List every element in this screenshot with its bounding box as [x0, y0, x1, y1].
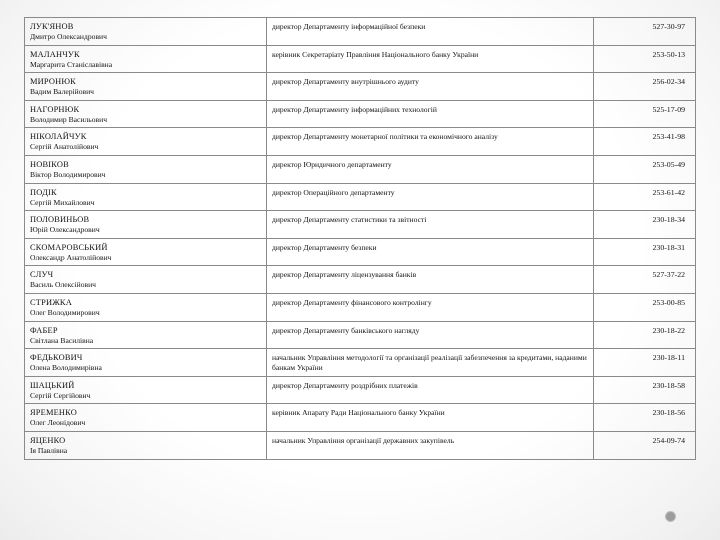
given-name: Маргарита Станіславівна — [30, 59, 113, 69]
surname: ЯЦЕНКО — [30, 435, 66, 445]
position-cell — [267, 376, 594, 404]
position-cell — [267, 183, 594, 211]
position-cell — [267, 238, 594, 266]
surname: МИРОНЮК — [30, 77, 76, 87]
position-text: директор Департаменту банківського нагляду — [272, 325, 420, 335]
surname: ПОЛОВИНЬОВ — [30, 215, 90, 225]
slide-navigation-dot[interactable] — [666, 512, 675, 521]
position-text: директор Департаменту роздрібних платежів — [272, 380, 418, 390]
table-row — [25, 293, 696, 321]
table-row — [25, 183, 696, 211]
given-name: Олена Володимирівна — [30, 363, 102, 373]
name-cell — [25, 183, 267, 211]
phone-cell — [594, 431, 696, 459]
given-name: Світлана Василівна — [30, 335, 94, 345]
position-cell — [267, 404, 594, 432]
phone-number: 253-00-85 — [652, 297, 685, 307]
phone-cell — [594, 100, 696, 128]
position-cell — [267, 211, 594, 239]
position-text: директор Департаменту інформаційної безпеки — [272, 22, 426, 31]
phone-number: 230-18-31 — [652, 242, 685, 252]
name-cell — [25, 155, 267, 183]
surname: ЛУК'ЯНОВ — [30, 22, 74, 31]
name-cell — [25, 321, 267, 349]
position-cell — [267, 293, 594, 321]
phone-cell — [594, 293, 696, 321]
name-cell — [25, 293, 267, 321]
phone-cell — [594, 73, 696, 101]
given-name: Сергій Сергійович — [30, 390, 91, 400]
phone-number: 254-09-74 — [652, 435, 685, 445]
table-row — [25, 321, 696, 349]
phone-cell — [594, 183, 696, 211]
position-text: директор Департаменту внутрішнього аудиту — [272, 77, 419, 87]
table-row — [25, 73, 696, 101]
surname: ПОДІК — [30, 187, 57, 197]
surname: СКОМАРОВСЬКИЙ — [30, 242, 108, 252]
position-text: директор Юридичного департаменту — [272, 159, 392, 169]
position-cell — [267, 100, 594, 128]
table-row — [25, 128, 696, 156]
staff-directory-table — [24, 17, 696, 460]
table-row — [25, 404, 696, 432]
position-text: директор Департаменту безпеки — [272, 242, 377, 252]
name-cell — [25, 128, 267, 156]
table-row — [25, 155, 696, 183]
phone-cell — [594, 45, 696, 73]
given-name: Олег Володимирович — [30, 307, 100, 317]
given-name: Юрій Олександрович — [30, 225, 100, 235]
name-cell — [25, 211, 267, 239]
given-name: Василь Олексійович — [30, 280, 96, 290]
table-row — [25, 238, 696, 266]
name-cell — [25, 266, 267, 294]
position-text: директор Департаменту ліцензування банків — [272, 270, 417, 280]
position-cell — [267, 155, 594, 183]
phone-cell — [594, 155, 696, 183]
surname: ШАЦЬКИЙ — [30, 380, 75, 390]
position-cell — [267, 18, 594, 46]
phone-cell — [594, 18, 696, 46]
position-cell — [267, 321, 594, 349]
given-name: Олександр Анатолійович — [30, 252, 112, 262]
name-cell — [25, 238, 267, 266]
phone-number: 527-37-22 — [652, 270, 685, 280]
surname: ЯРЕМЕНКО — [30, 408, 77, 418]
name-cell — [25, 431, 267, 459]
name-cell — [25, 45, 267, 73]
given-name: Віктор Володимирович — [30, 169, 106, 179]
position-cell — [267, 349, 594, 377]
surname: НАГОРНЮК — [30, 104, 80, 114]
position-text: директор Департаменту статистики та звітності — [272, 215, 427, 225]
position-cell — [267, 128, 594, 156]
table-row — [25, 266, 696, 294]
phone-number: 230-18-56 — [652, 408, 685, 418]
table-row — [25, 100, 696, 128]
table-row — [25, 376, 696, 404]
position-cell — [267, 73, 594, 101]
phone-cell — [594, 404, 696, 432]
name-cell — [25, 18, 267, 46]
position-text: директор Операційного департаменту — [272, 187, 395, 197]
phone-cell — [594, 376, 696, 404]
phone-number: 527-30-97 — [652, 22, 685, 31]
name-cell — [25, 376, 267, 404]
phone-cell — [594, 321, 696, 349]
phone-number: 253-50-13 — [652, 49, 685, 59]
surname: СТРИЖКА — [30, 297, 72, 307]
position-text: керівник Секретаріату Правління Національного банку України — [272, 49, 479, 59]
given-name: Дмитро Олександрович — [30, 32, 107, 41]
position-text: директор Департаменту фінансового контролінгу — [272, 297, 432, 307]
surname: ФАБЕР — [30, 325, 58, 335]
position-text: начальник Управління організації державних закупівель — [272, 435, 455, 445]
position-text: начальник Управління методології та організації реалізації забезпечення за кредитами, наданими банкам України — [272, 353, 587, 373]
phone-number: 230-18-34 — [652, 215, 685, 225]
phone-number: 253-05-49 — [652, 159, 685, 169]
table-row — [25, 431, 696, 459]
phone-cell — [594, 349, 696, 377]
phone-cell — [594, 211, 696, 239]
position-text: директор Департаменту монетарної політики та економічного аналізу — [272, 132, 498, 142]
given-name: Сергій Анатолійович — [30, 142, 99, 152]
phone-cell — [594, 238, 696, 266]
given-name: Сергій Михайлович — [30, 197, 95, 207]
phone-number: 253-41-98 — [652, 132, 685, 142]
table-row — [25, 45, 696, 73]
surname: НІКОЛАЙЧУК — [30, 132, 87, 142]
phone-number: 230-18-11 — [652, 353, 685, 363]
name-cell — [25, 404, 267, 432]
position-cell — [267, 431, 594, 459]
table-row — [25, 18, 696, 46]
given-name: Ія Павлівна — [30, 445, 68, 455]
name-cell — [25, 73, 267, 101]
position-text: директор Департаменту інформаційних технологій — [272, 104, 437, 114]
phone-number: 230-18-22 — [652, 325, 685, 335]
table-row — [25, 349, 696, 377]
phone-cell — [594, 266, 696, 294]
surname: СЛУЧ — [30, 270, 54, 280]
surname: ФЕДЬКОВИЧ — [30, 353, 83, 363]
phone-number: 253-61-42 — [652, 187, 685, 197]
phone-number: 525-17-09 — [652, 104, 685, 114]
phone-number: 256-02-34 — [652, 77, 685, 87]
given-name: Володимир Васильович — [30, 114, 108, 124]
table-row — [25, 211, 696, 239]
given-name: Олег Леонідович — [30, 418, 86, 428]
position-cell — [267, 45, 594, 73]
surname: НОВІКОВ — [30, 159, 69, 169]
phone-number: 230-18-58 — [652, 380, 685, 390]
position-cell — [267, 266, 594, 294]
surname: МАЛАНЧУК — [30, 49, 80, 59]
given-name: Вадим Валерійович — [30, 87, 94, 97]
name-cell — [25, 349, 267, 377]
name-cell — [25, 100, 267, 128]
phone-cell — [594, 128, 696, 156]
position-text: керівник Апарату Ради Національного банку України — [272, 408, 445, 418]
